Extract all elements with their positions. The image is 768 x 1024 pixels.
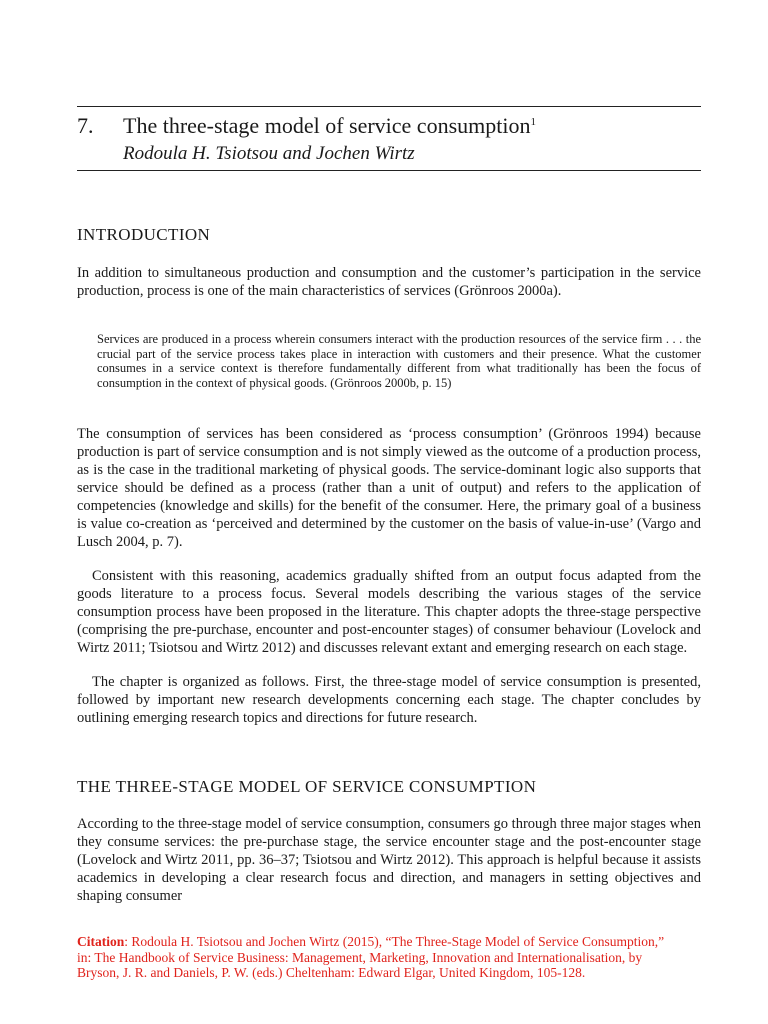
body-paragraph-3: Consistent with this reasoning, academics gradually shifted from an output focus adapted from the goods literature to a process focus. Several models describing the various stages of the service consumption process have been proposed in the literature. This chapter adopts the three-stage perspective (comprising the pre-purchase, encounter and post-encounter stages) of consumer behaviour (Lovelock and Wirtz 2011; Tsiotsou and Wirtz 2012) and discusses relevant extant and emerging research on each stage.: [77, 568, 701, 656]
chapter-number: 7.: [77, 113, 94, 138]
block-quote: Services are produced in a process wherein consumers interact with the production resources of the service firm . . . the crucial part of the service process takes place in interaction with customers and their presence. What the customer consumes in a service context is therefore fundamentally different from what traditionally has been the focus of consumption in the context of physical goods. (Grönroos 2000b, p. 15): [97, 332, 701, 390]
body-paragraph-1: In addition to simultaneous production and consumption and the customer’s participation in the service production, process is one of the main characteristics of services (Grönroos 2000a).: [77, 265, 701, 299]
body-paragraph-4: The chapter is organized as follows. First, the three-stage model of service consumption is presented, followed by important new research developments concerning each stage. The chapter concludes by outlining emerging research topics and directions for future research.: [77, 674, 701, 726]
chapter-title: [123, 113, 536, 139]
body-paragraph-2: The consumption of services has been considered as ‘process consumption’ (Grönroos 1994) because production is part of service consumption and is not simply viewed as the outcome of a production process, as is the case in the traditional marketing of physical goods. The service-dominant logic also supports that service should be defined as a process (rather than a unit of output) and refers to the application of competencies (knowledge and skills) for the benefit of the consumer. Here, the primary goal of a business is value co-creation as ‘perceived and determined by the customer on the basis of value-in-use’ (Vargo and Lusch 2004, p. 7).: [77, 426, 701, 550]
section-heading-three-stage-model: THE THREE-STAGE MODEL OF SERVICE CONSUMPTION: [77, 777, 537, 796]
body-paragraph-5: According to the three-stage model of service consumption, consumers go through three major stages when they consume services: the pre-purchase stage, the service encounter stage and the post-encounter stage (Lovelock and Wirtz 2011, pp. 36–37; Tsiotsou and Wirtz 2012). This approach is helpful because it assists academics in developing a clear research focus and direction, and managers in setting objectives and shaping consumer: [77, 816, 701, 904]
chapter-authors: Rodoula H. Tsiotsou and Jochen Wirtz: [123, 143, 415, 164]
chapter-title-text: The three-stage model of service consumption: [123, 113, 531, 138]
citation-text: : Rodoula H. Tsiotsou and Jochen Wirtz (2015), “The Three-Stage Model of Service Consumption,” in: The Handbook of Service Business: Management, Marketing, Innovation and Internationalisation, by Bryson, J. R. and Daniels, P. W. (eds.) Cheltenham: Edward Elgar, United Kingdom, 105-128.: [77, 934, 665, 980]
footnote-mark[interactable]: 1: [530, 116, 536, 128]
section-heading-introduction: INTRODUCTION: [77, 225, 211, 244]
header-rule-bottom: [77, 170, 701, 171]
citation-note: [77, 934, 677, 981]
header-rule-top: [77, 106, 701, 107]
citation-label: Citation: [77, 934, 125, 949]
